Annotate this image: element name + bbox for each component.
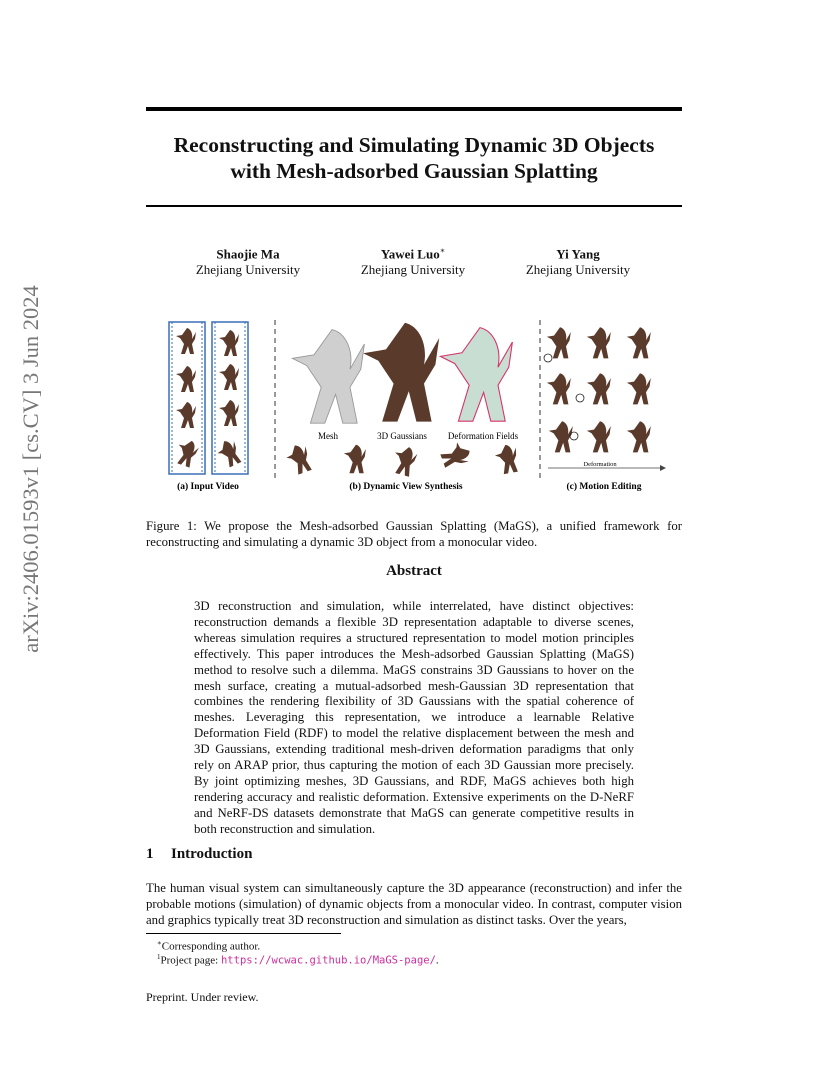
abstract-heading: Abstract xyxy=(386,563,442,579)
motion-editing-grid xyxy=(547,327,651,452)
author-block xyxy=(328,243,498,278)
figure-caption: Figure 1: We propose the Mesh-adsorbed Gaussian Splatting (MaGS), a unified framework for reconstructing and simulating a dynamic 3D object from a monocular video. xyxy=(146,519,682,549)
gaussians-render xyxy=(363,323,439,422)
title-rule-top xyxy=(146,107,682,111)
mesh-render xyxy=(292,330,364,424)
section-heading xyxy=(146,846,252,863)
subfigure-b-label: (b) Dynamic View Synthesis xyxy=(349,482,463,492)
abstract-body: 3D reconstruction and simulation, while interrelated, have distinct objectives: reconstruction demands a flexible 3D representation adaptable to diverse scenes, whereas simulation requires a structured representation to model motion principles effectively. This paper introduces the Mesh-adsorbed Gaussian Splatting (MaGS) method to resolve such a dilemma. MaGS constrains 3D Gaussians to hover on the mesh surface, creating a mutual-adsorbed mesh-Gaussian 3D representation that combines the rendering flexibility of 3D Gaussians with the spatial coherence of meshes. Leveraging this representation, we introduce a learnable Relative Deformation Field (RDF) to model the relative displacement between the mesh and 3D Gaussians, extending traditional mesh-driven deformation paradigms that only rely on ARAP prior, thus capturing the motion of each 3D Gaussian more precisely. By joint optimizing meshes, 3D Gaussians, and RDF, MaGS achieves both high rendering accuracy and realistic deformation. Extensive experiments on the D-NeRF and NeRF-DS datasets demonstrate that MaGS can generate competitive results in both reconstruction and simulation. xyxy=(194,599,634,836)
footnote-project-page: $^1$Project page: https://wcwac.github.io/MaGS-page/. xyxy=(157,953,439,967)
paper-title xyxy=(146,132,682,184)
subfigure-c-label: (c) Motion Editing xyxy=(566,482,642,492)
title-line-2: with Mesh-adsorbed Gaussian Splatting xyxy=(230,159,598,183)
author-affiliation: Zhejiang University xyxy=(360,262,466,278)
subfigure-a-label: (a) Input Video xyxy=(177,482,239,492)
footnote-rule xyxy=(146,933,341,934)
title-rule-bottom xyxy=(146,205,682,207)
preprint-note: Preprint. Under review. xyxy=(146,990,259,1004)
deformation-label: Deformation xyxy=(583,461,617,468)
deformation-fields-label: Deformation Fields xyxy=(447,431,519,441)
title-line-1: Reconstructing and Simulating Dynamic 3D Objects xyxy=(173,133,655,157)
mesh-label: Mesh xyxy=(318,431,338,441)
section-title: Introduction xyxy=(171,846,253,862)
author-block xyxy=(493,243,663,278)
section-number: 1 xyxy=(146,846,154,862)
project-page-link[interactable]: https://wcwac.github.io/MaGS-page/ xyxy=(220,954,436,967)
intro-paragraph: The human visual system can simultaneously capture the 3D appearance (reconstruction) and infer the probable motions (simulation) of dynamic objects from a monocular video. In contrast, computer vision and graphics typically treat 3D reconstruction and simulation as distinct tasks. Over the years, xyxy=(146,881,682,927)
footnote-corresponding: ∗Corresponding author. xyxy=(157,939,261,953)
author-name: Yawei Luo∗ xyxy=(380,246,446,262)
author-block xyxy=(163,243,333,278)
author-affiliation: Zhejiang University xyxy=(525,262,631,278)
teaser-figure xyxy=(160,318,670,498)
author-name: Shaojie Ma xyxy=(216,246,280,262)
gaussians-label: 3D Gaussians xyxy=(377,431,427,441)
author-name: Yi Yang xyxy=(556,246,600,262)
arxiv-stamp: arXiv:2406.01593v1 [cs.CV] 3 Jun 2024 xyxy=(18,284,43,653)
deformation-arrowhead xyxy=(660,465,666,471)
input-video-film xyxy=(169,322,248,474)
view-synthesis-strip xyxy=(283,439,520,477)
author-affiliation: Zhejiang University xyxy=(195,262,301,278)
deformation-fields-render xyxy=(440,328,512,422)
